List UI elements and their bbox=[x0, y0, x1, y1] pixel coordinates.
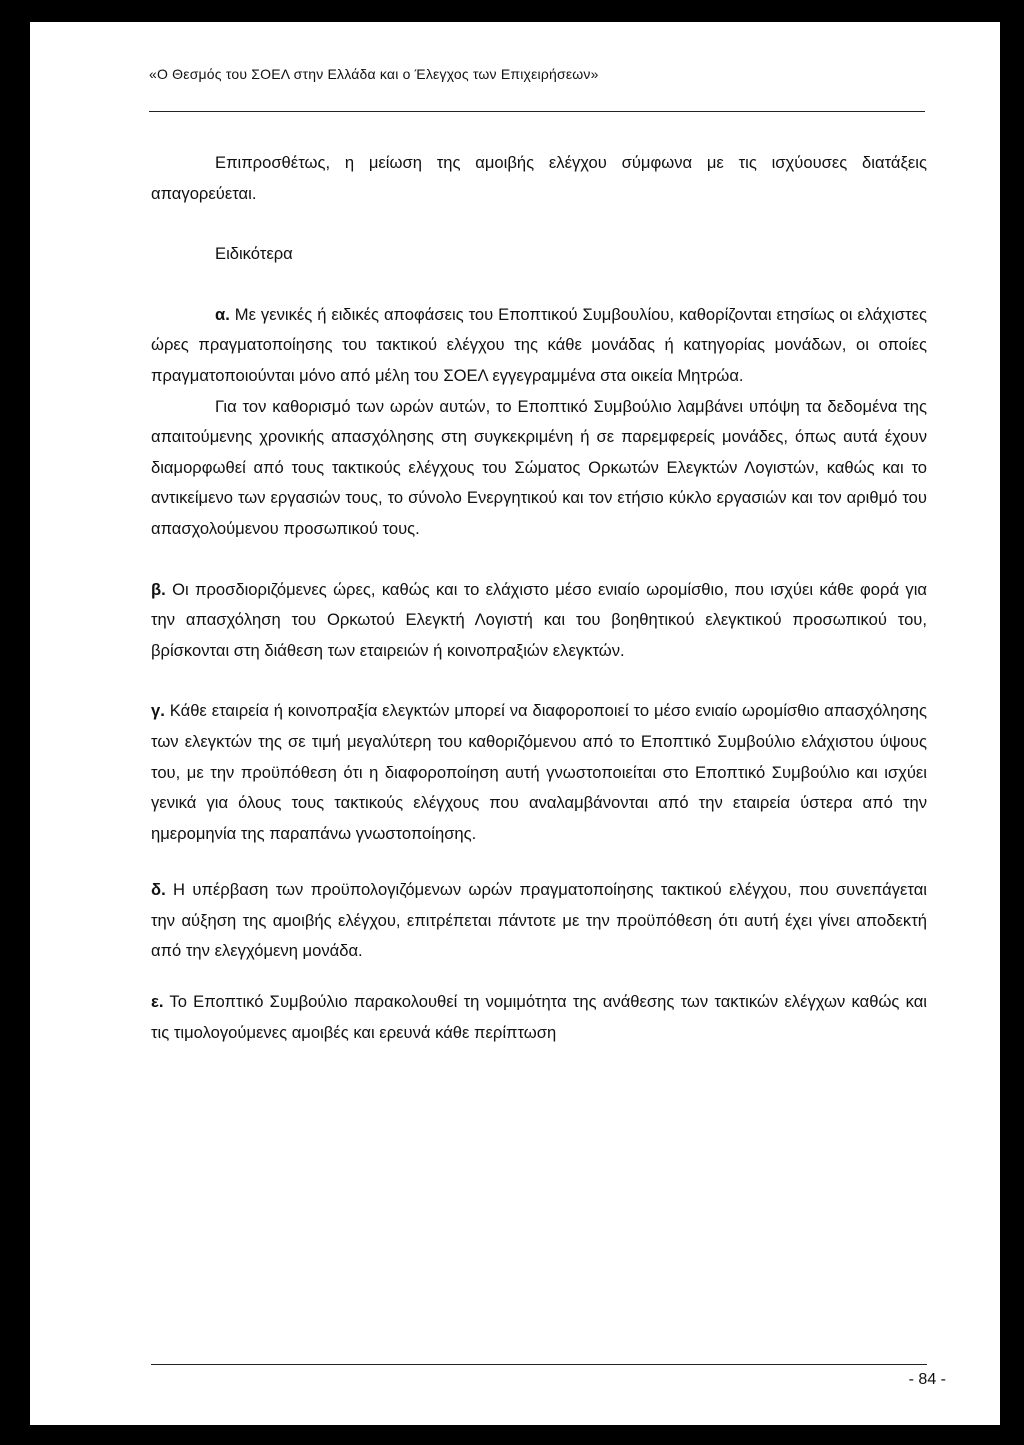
page-body bbox=[151, 148, 927, 1048]
item-e-text: Το Εποπτικό Συμβούλιο παρακολουθεί τη νομιμότητα της ανάθεσης των τακτικών ελέγχων καθώς και τις τιμολογούμενες αμοιβές και ερευνά κάθε περίπτωση bbox=[151, 992, 927, 1042]
item-a-text: Με γενικές ή ειδικές αποφάσεις του Εποπτικού Συμβουλίου, καθορίζονται ετησίως οι ελάχιστες ώρες πραγματοποίησης του τακτικού ελέγχου της κάθε μονάδας ή κατηγορίας μονάδων, οι οποίες πραγματοποιούνται μόνο από μέλη του ΣΟΕΛ εγγεγραμμένα στα οικεία Μητρώα. bbox=[151, 304, 927, 385]
footer-rule bbox=[151, 1364, 927, 1365]
item-c bbox=[151, 696, 927, 849]
item-b bbox=[151, 575, 927, 667]
document-page bbox=[30, 22, 1000, 1425]
item-b-letter: β. bbox=[151, 579, 166, 599]
page-number: - 84 - bbox=[908, 1371, 946, 1388]
item-e-letter: ε. bbox=[151, 992, 164, 1012]
item-d bbox=[151, 875, 927, 967]
running-header: «Ο Θεσμός του ΣΟΕΛ στην Ελλάδα και ο Έλεγχος των Επιχειρήσεων» bbox=[149, 66, 599, 82]
intro-paragraph: Επιπροσθέτως, η μείωση της αμοιβής ελέγχου σύμφωνα με τις ισχύουσες διατάξεις απαγορεύεται. bbox=[151, 153, 927, 203]
header-rule bbox=[149, 111, 925, 112]
item-d-letter: δ. bbox=[151, 880, 166, 900]
item-c-text: Κάθε εταιρεία ή κοινοπραξία ελεγκτών μπορεί να διαφοροποιεί το μέσο ενιαίο ωρομίσθιο απασχόλησης των ελεγκτών της σε τιμή μεγαλύτερη του καθοριζόμενου από το Εποπτικό Συμβούλιο ελάχιστου ύψους του, με την προϋπόθεση ότι η διαφοροποίηση αυτή γνωστοποιείται στο Εποπτικό Συμβούλιο και ισχύει γενικά για όλους τους τακτικούς ελέγχους που αναλαμβάνονται από την εταιρεία ύστερα από την ημερομηνία της παραπάνω γνωστοποίησης. bbox=[151, 701, 927, 843]
section-heading: Ειδικότερα bbox=[215, 244, 293, 264]
item-a-letter: α. bbox=[215, 304, 230, 324]
item-a bbox=[151, 300, 927, 392]
item-d-text: Η υπέρβαση των προϋπολογιζόμενων ωρών πραγματοποίησης τακτικού ελέγχου, που συνεπάγεται την αύξηση της αμοιβής ελέγχου, επιτρέπεται πάντοτε με την προϋπόθεση ότι αυτή έχει γίνει αποδεκτή από την ελεγχόμενη μονάδα. bbox=[151, 880, 927, 961]
item-b-text: Οι προσδιοριζόμενες ώρες, καθώς και το ελάχιστο μέσο ενιαίο ωρομίσθιο, που ισχύει κάθε φορά για την απασχόληση του Ορκωτού Ελεγκτή Λογιστή και του βοηθητικού ελεγκτικού προσωπικού του, βρίσκονται στη διάθεση των εταιρειών ή κοινοπραξιών ελεγκτών. bbox=[151, 579, 927, 660]
item-c-letter: γ. bbox=[151, 701, 165, 721]
item-e bbox=[151, 987, 927, 1048]
item-a-continuation: Για τον καθορισμό των ωρών αυτών, το Εποπτικό Συμβούλιο λαμβάνει υπόψη τα δεδομένα της απαιτούμενης χρονικής απασχόλησης στη συγκεκριμένη ή σε παρεμφερείς μονάδες, όπως αυτά έχουν διαμορφωθεί από τους τακτικούς ελέγχους του Σώματος Ορκωτών Ελεγκτών Λογιστών, καθώς και το αντικείμενο των εργασιών τους, το σύνολο Ενεργητικού και τον ετήσιο κύκλο εργασιών και τον αριθμό του απασχολούμενου προσωπικού τους. bbox=[151, 396, 927, 538]
